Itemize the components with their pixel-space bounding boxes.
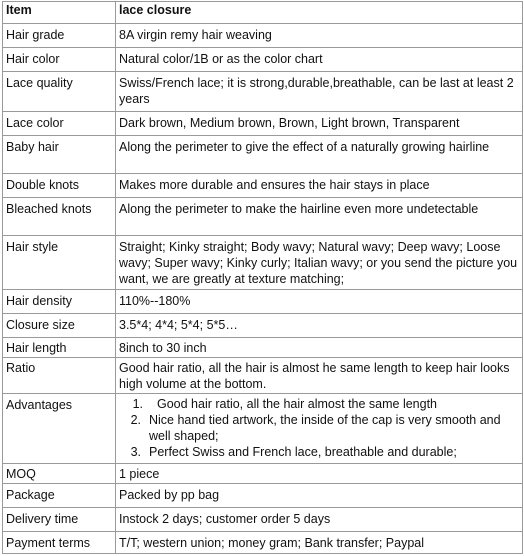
- table-row: [3, 112, 523, 136]
- list-item: [119, 396, 519, 412]
- row-key: Bleached knots: [3, 198, 116, 236]
- row-value: 8inch to 30 inch: [116, 338, 523, 358]
- table-row: [3, 136, 523, 174]
- row-value: Packed by pp bag: [116, 484, 523, 508]
- list-text: Good hair ratio, all the hair almost the same length: [157, 397, 438, 411]
- row-key: Lace color: [3, 112, 116, 136]
- row-key: Closure size: [3, 314, 116, 338]
- row-value: 3.5*4; 4*4; 5*4; 5*5…: [116, 314, 523, 338]
- row-value: Good hair ratio, all the hair is almost he same length to keep hair looks high volume at the bottom.: [116, 358, 523, 394]
- header-product-cell: lace closure: [116, 2, 523, 24]
- row-key: Hair color: [3, 48, 116, 72]
- header-item-cell: Item: [3, 2, 116, 24]
- list-number: 1.: [132, 397, 143, 411]
- row-value: Along the perimeter to make the hairline even more undetectable: [116, 198, 523, 236]
- list-text: Perfect Swiss and French lace, breathable and durable;: [149, 445, 457, 459]
- table-row: [3, 24, 523, 48]
- list-number: 3.: [130, 445, 141, 459]
- row-key: Hair style: [3, 236, 116, 290]
- row-key: Ratio: [3, 358, 116, 394]
- row-value: Swiss/French lace; it is strong,durable,breathable, can be last at least 2 years: [116, 72, 523, 112]
- table-row: [3, 314, 523, 338]
- spec-table: [2, 1, 523, 554]
- row-value: T/T; western union; money gram; Bank transfer; Paypal: [116, 532, 523, 554]
- table-row: [3, 290, 523, 314]
- row-key: Package: [3, 484, 116, 508]
- row-key: Double knots: [3, 174, 116, 198]
- row-key: Hair density: [3, 290, 116, 314]
- table-row: [3, 72, 523, 112]
- row-key: Advantages: [3, 394, 116, 464]
- row-value: Instock 2 days; customer order 5 days: [116, 508, 523, 532]
- row-key: Hair grade: [3, 24, 116, 48]
- list-item: [119, 444, 519, 460]
- row-value: 1 piece: [116, 464, 523, 484]
- row-key: Baby hair: [3, 136, 116, 174]
- row-value: 8A virgin remy hair weaving: [116, 24, 523, 48]
- list-text: Nice hand tied artwork, the inside of the cap is very smooth and well shaped;: [149, 413, 501, 443]
- advantages-list: [116, 394, 523, 464]
- row-value: Natural color/1B or as the color chart: [116, 48, 523, 72]
- row-key: Hair length: [3, 338, 116, 358]
- table-row: [3, 532, 523, 554]
- table-row: [3, 338, 523, 358]
- row-value: Dark brown, Medium brown, Brown, Light brown, Transparent: [116, 112, 523, 136]
- list-number: 2.: [130, 413, 141, 427]
- row-key: Delivery time: [3, 508, 116, 532]
- row-value: Straight; Kinky straight; Body wavy; Natural wavy; Deep wavy; Loose wavy; Super wavy; Kinky curly; Italian wavy; or you send the picture you want, we are greatly at texture matching;: [116, 236, 523, 290]
- table-row: [3, 358, 523, 394]
- header-row: [3, 2, 523, 24]
- row-key: Payment terms: [3, 532, 116, 554]
- advantages-row: [3, 394, 523, 464]
- row-value: 110%--180%: [116, 290, 523, 314]
- table-row: [3, 236, 523, 290]
- row-value: Makes more durable and ensures the hair stays in place: [116, 174, 523, 198]
- table-row: [3, 48, 523, 72]
- row-key: Lace quality: [3, 72, 116, 112]
- table-row: [3, 484, 523, 508]
- row-key: MOQ: [3, 464, 116, 484]
- table-row: [3, 174, 523, 198]
- list-item: [119, 412, 519, 444]
- table-row: [3, 508, 523, 532]
- row-value: Along the perimeter to give the effect of a naturally growing hairline: [116, 136, 523, 174]
- table-row: [3, 464, 523, 484]
- table-row: [3, 198, 523, 236]
